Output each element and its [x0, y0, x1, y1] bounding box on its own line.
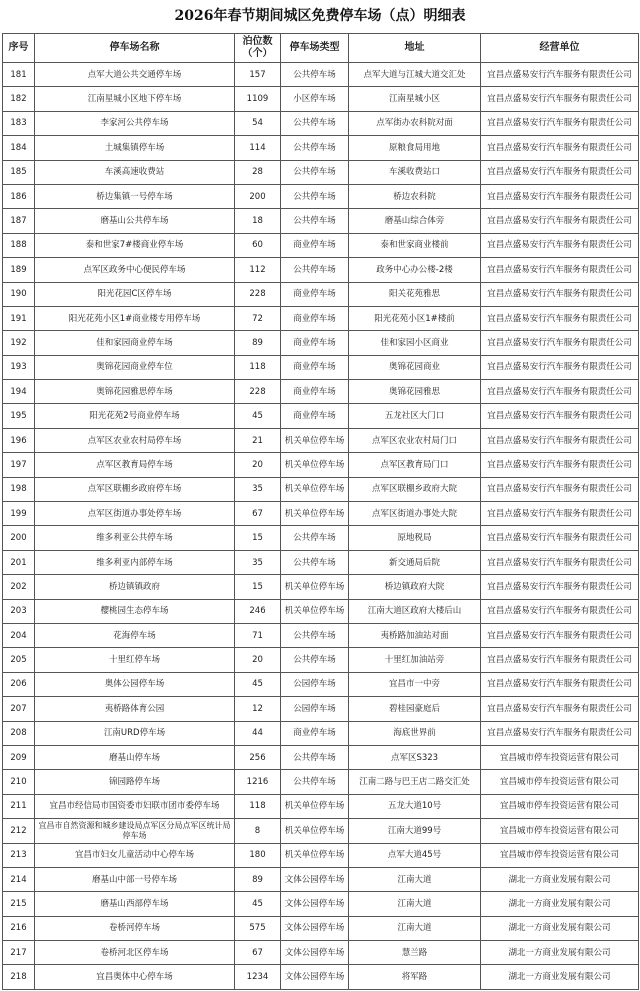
- cell-name: 桥边集镇一号停车场: [35, 184, 235, 208]
- cell-address: 江南大道: [349, 916, 481, 940]
- cell-name: 泰和世家7#楼商业停车场: [35, 233, 235, 257]
- cell-operator: 宜昌点盛易安行汽车服务有限责任公司: [481, 209, 639, 233]
- cell-type: 机关单位停车场: [281, 599, 349, 623]
- cell-index: 188: [3, 233, 35, 257]
- cell-type: 机关单位停车场: [281, 477, 349, 501]
- cell-type: 机关单位停车场: [281, 819, 349, 843]
- cell-spaces: 246: [235, 599, 281, 623]
- cell-index: 197: [3, 453, 35, 477]
- cell-type: 机关单位停车场: [281, 502, 349, 526]
- cell-name: 佳和家园商业停车场: [35, 331, 235, 355]
- cell-operator: 宜昌点盛易安行汽车服务有限责任公司: [481, 184, 639, 208]
- cell-index: 217: [3, 941, 35, 965]
- cell-address: 江南大道: [349, 867, 481, 891]
- table-row: [3, 526, 639, 550]
- cell-spaces: 35: [235, 550, 281, 574]
- table-header-row: [3, 34, 639, 63]
- cell-name: 点军区街道办事处停车场: [35, 502, 235, 526]
- cell-spaces: 118: [235, 794, 281, 818]
- table-row: [3, 721, 639, 745]
- cell-index: 212: [3, 819, 35, 843]
- cell-name: 磨基山停车场: [35, 745, 235, 769]
- table-row: [3, 258, 639, 282]
- cell-address: 点军区教育局门口: [349, 453, 481, 477]
- table-row: [3, 502, 639, 526]
- cell-index: 185: [3, 160, 35, 184]
- cell-spaces: 71: [235, 623, 281, 647]
- cell-type: 公共停车场: [281, 63, 349, 87]
- cell-name: 十里红停车场: [35, 648, 235, 672]
- cell-type: 公共停车场: [281, 209, 349, 233]
- cell-address: 泰和世家商业楼前: [349, 233, 481, 257]
- cell-address: 碧桂园豪庭后: [349, 697, 481, 721]
- cell-operator: 宜昌点盛易安行汽车服务有限责任公司: [481, 599, 639, 623]
- cell-address: 海底世界前: [349, 721, 481, 745]
- cell-address: 奥锦花园雅思: [349, 380, 481, 404]
- cell-name: 奥锦花园商业停车位: [35, 355, 235, 379]
- cell-address: 点军区S323: [349, 745, 481, 769]
- cell-index: 183: [3, 111, 35, 135]
- cell-name: 点军区教育局停车场: [35, 453, 235, 477]
- cell-spaces: 45: [235, 672, 281, 696]
- table-row: [3, 575, 639, 599]
- table-row: [3, 648, 639, 672]
- cell-address: 点军街办农科院对面: [349, 111, 481, 135]
- table-row: [3, 404, 639, 428]
- cell-type: 公共停车场: [281, 526, 349, 550]
- cell-type: 商业停车场: [281, 404, 349, 428]
- cell-name: 宜昌奥体中心停车场: [35, 965, 235, 989]
- table-row: [3, 306, 639, 330]
- header-address: 地址: [349, 34, 481, 63]
- cell-operator: 宜昌城市停车投资运营有限公司: [481, 745, 639, 769]
- table-row: [3, 477, 639, 501]
- cell-index: 210: [3, 770, 35, 794]
- cell-spaces: 21: [235, 428, 281, 452]
- cell-name: 磨基山西部停车场: [35, 892, 235, 916]
- cell-index: 216: [3, 916, 35, 940]
- cell-index: 198: [3, 477, 35, 501]
- cell-operator: 宜昌点盛易安行汽车服务有限责任公司: [481, 721, 639, 745]
- cell-spaces: 157: [235, 63, 281, 87]
- cell-type: 商业停车场: [281, 331, 349, 355]
- cell-index: 191: [3, 306, 35, 330]
- cell-type: 公共停车场: [281, 258, 349, 282]
- cell-address: 点军区联棚乡政府大院: [349, 477, 481, 501]
- cell-type: 文体公园停车场: [281, 941, 349, 965]
- cell-index: 190: [3, 282, 35, 306]
- cell-name: 夷桥路体育公园: [35, 697, 235, 721]
- cell-operator: 宜昌点盛易安行汽车服务有限责任公司: [481, 697, 639, 721]
- cell-type: 机关单位停车场: [281, 575, 349, 599]
- cell-address: 江南二路与巴王店二路交汇处: [349, 770, 481, 794]
- cell-spaces: 45: [235, 892, 281, 916]
- cell-index: 208: [3, 721, 35, 745]
- cell-type: 机关单位停车场: [281, 794, 349, 818]
- cell-address: 江南大道: [349, 892, 481, 916]
- cell-index: 201: [3, 550, 35, 574]
- cell-index: 213: [3, 843, 35, 867]
- cell-address: 五龙社区大门口: [349, 404, 481, 428]
- cell-name: 宜昌市自然资源和城乡建设局点军区分局点军区统计局停车场: [35, 819, 235, 843]
- cell-name: 车溪高速收费站: [35, 160, 235, 184]
- cell-index: 203: [3, 599, 35, 623]
- cell-name: 阳光花苑小区1#商业楼专用停车场: [35, 306, 235, 330]
- table-row: [3, 331, 639, 355]
- cell-name: 卷桥河北区停车场: [35, 941, 235, 965]
- cell-name: 花海停车场: [35, 623, 235, 647]
- cell-spaces: 1109: [235, 87, 281, 111]
- cell-spaces: 575: [235, 916, 281, 940]
- table-row: [3, 843, 639, 867]
- cell-index: 205: [3, 648, 35, 672]
- table-row: [3, 550, 639, 574]
- cell-type: 商业停车场: [281, 380, 349, 404]
- cell-index: 187: [3, 209, 35, 233]
- cell-spaces: 228: [235, 282, 281, 306]
- table-row: [3, 770, 639, 794]
- table-row: [3, 136, 639, 160]
- table-row: [3, 745, 639, 769]
- cell-name: 卷桥河停车场: [35, 916, 235, 940]
- cell-operator: 宜昌点盛易安行汽车服务有限责任公司: [481, 258, 639, 282]
- header-spaces: 泊位数（个）: [235, 34, 281, 63]
- cell-operator: 宜昌点盛易安行汽车服务有限责任公司: [481, 87, 639, 111]
- table-row: [3, 697, 639, 721]
- cell-spaces: 228: [235, 380, 281, 404]
- cell-index: 193: [3, 355, 35, 379]
- cell-type: 文体公园停车场: [281, 892, 349, 916]
- table-row: [3, 380, 639, 404]
- cell-operator: 宜昌城市停车投资运营有限公司: [481, 794, 639, 818]
- cell-operator: 宜昌点盛易安行汽车服务有限责任公司: [481, 282, 639, 306]
- cell-operator: 湖北一方商业发展有限公司: [481, 892, 639, 916]
- cell-address: 磨基山综合体旁: [349, 209, 481, 233]
- table-row: [3, 453, 639, 477]
- cell-address: 原地税局: [349, 526, 481, 550]
- table-row: [3, 892, 639, 916]
- cell-spaces: 67: [235, 941, 281, 965]
- cell-spaces: 89: [235, 867, 281, 891]
- cell-index: 181: [3, 63, 35, 87]
- cell-operator: 宜昌点盛易安行汽车服务有限责任公司: [481, 648, 639, 672]
- cell-operator: 宜昌点盛易安行汽车服务有限责任公司: [481, 63, 639, 87]
- cell-index: 204: [3, 623, 35, 647]
- cell-index: 186: [3, 184, 35, 208]
- cell-name: 维多利亚公共停车场: [35, 526, 235, 550]
- cell-operator: 宜昌点盛易安行汽车服务有限责任公司: [481, 453, 639, 477]
- cell-type: 文体公园停车场: [281, 965, 349, 989]
- cell-operator: 宜昌城市停车投资运营有限公司: [481, 843, 639, 867]
- cell-index: 218: [3, 965, 35, 989]
- cell-address: 将军路: [349, 965, 481, 989]
- cell-operator: 宜昌城市停车投资运营有限公司: [481, 819, 639, 843]
- cell-index: 206: [3, 672, 35, 696]
- parking-table: [2, 33, 639, 990]
- cell-type: 小区停车场: [281, 87, 349, 111]
- table-row: [3, 623, 639, 647]
- cell-index: 209: [3, 745, 35, 769]
- cell-name: 维多利亚内部停车场: [35, 550, 235, 574]
- cell-type: 公共停车场: [281, 184, 349, 208]
- cell-address: 江南星城小区: [349, 87, 481, 111]
- cell-operator: 宜昌点盛易安行汽车服务有限责任公司: [481, 306, 639, 330]
- cell-operator: 宜昌点盛易安行汽车服务有限责任公司: [481, 160, 639, 184]
- cell-spaces: 256: [235, 745, 281, 769]
- cell-address: 十里红加油站旁: [349, 648, 481, 672]
- cell-type: 公园停车场: [281, 672, 349, 696]
- cell-name: 点军大道公共交通停车场: [35, 63, 235, 87]
- cell-address: 奥锦花园商业: [349, 355, 481, 379]
- cell-type: 商业停车场: [281, 306, 349, 330]
- cell-operator: 宜昌点盛易安行汽车服务有限责任公司: [481, 526, 639, 550]
- cell-type: 公共停车场: [281, 770, 349, 794]
- cell-index: 211: [3, 794, 35, 818]
- table-row: [3, 867, 639, 891]
- cell-address: 江南大道99号: [349, 819, 481, 843]
- cell-index: 214: [3, 867, 35, 891]
- cell-operator: 宜昌点盛易安行汽车服务有限责任公司: [481, 136, 639, 160]
- cell-spaces: 1216: [235, 770, 281, 794]
- table-row: [3, 965, 639, 989]
- cell-operator: 宜昌点盛易安行汽车服务有限责任公司: [481, 575, 639, 599]
- cell-spaces: 1234: [235, 965, 281, 989]
- table-row: [3, 184, 639, 208]
- cell-address: 宜昌市一中旁: [349, 672, 481, 696]
- cell-name: 宜昌市妇女儿童活动中心停车场: [35, 843, 235, 867]
- table-row: [3, 941, 639, 965]
- cell-spaces: 118: [235, 355, 281, 379]
- cell-address: 江南大道区政府大楼后山: [349, 599, 481, 623]
- cell-operator: 宜昌城市停车投资运营有限公司: [481, 770, 639, 794]
- cell-name: 磨基山中部一号停车场: [35, 867, 235, 891]
- table-row: [3, 87, 639, 111]
- table-row: [3, 794, 639, 818]
- cell-spaces: 28: [235, 160, 281, 184]
- cell-type: 公共停车场: [281, 111, 349, 135]
- cell-address: 夷桥路加油站对面: [349, 623, 481, 647]
- cell-type: 机关单位停车场: [281, 453, 349, 477]
- cell-name: 阳光花苑2号商业停车场: [35, 404, 235, 428]
- cell-spaces: 60: [235, 233, 281, 257]
- cell-name: 李家河公共停车场: [35, 111, 235, 135]
- table-row: [3, 672, 639, 696]
- cell-index: 202: [3, 575, 35, 599]
- table-row: [3, 63, 639, 87]
- cell-type: 公共停车场: [281, 648, 349, 672]
- cell-name: 点军区联棚乡政府停车场: [35, 477, 235, 501]
- table-row: [3, 599, 639, 623]
- cell-index: 195: [3, 404, 35, 428]
- cell-index: 199: [3, 502, 35, 526]
- table-row: [3, 355, 639, 379]
- cell-operator: 湖北一方商业发展有限公司: [481, 867, 639, 891]
- cell-name: 宜昌市经信局市国资委市妇联市团市委停车场: [35, 794, 235, 818]
- cell-name: 奥体公园停车场: [35, 672, 235, 696]
- cell-spaces: 35: [235, 477, 281, 501]
- cell-spaces: 20: [235, 453, 281, 477]
- cell-address: 五龙大道10号: [349, 794, 481, 818]
- cell-address: 桥边农科院: [349, 184, 481, 208]
- cell-type: 商业停车场: [281, 233, 349, 257]
- cell-operator: 宜昌点盛易安行汽车服务有限责任公司: [481, 623, 639, 647]
- cell-index: 189: [3, 258, 35, 282]
- cell-address: 阳关花苑雅思: [349, 282, 481, 306]
- cell-address: 新交通局后院: [349, 550, 481, 574]
- header-name: 停车场名称: [35, 34, 235, 63]
- cell-operator: 宜昌点盛易安行汽车服务有限责任公司: [481, 233, 639, 257]
- cell-type: 机关单位停车场: [281, 428, 349, 452]
- cell-name: 点军区农业农村局停车场: [35, 428, 235, 452]
- cell-operator: 宜昌点盛易安行汽车服务有限责任公司: [481, 404, 639, 428]
- cell-operator: 宜昌点盛易安行汽车服务有限责任公司: [481, 428, 639, 452]
- cell-type: 文体公园停车场: [281, 867, 349, 891]
- cell-spaces: 89: [235, 331, 281, 355]
- cell-spaces: 72: [235, 306, 281, 330]
- table-row: [3, 819, 639, 843]
- cell-type: 公共停车场: [281, 550, 349, 574]
- table-row: [3, 209, 639, 233]
- cell-name: 阳光花园C区停车场: [35, 282, 235, 306]
- cell-address: 点军区街道办事处大院: [349, 502, 481, 526]
- cell-type: 文体公园停车场: [281, 916, 349, 940]
- cell-spaces: 180: [235, 843, 281, 867]
- cell-index: 200: [3, 526, 35, 550]
- cell-type: 公共停车场: [281, 745, 349, 769]
- cell-type: 公共停车场: [281, 623, 349, 647]
- cell-address: 点军区农业农村局门口: [349, 428, 481, 452]
- cell-name: 点军区政务中心便民停车场: [35, 258, 235, 282]
- cell-spaces: 114: [235, 136, 281, 160]
- page-title: 2026年春节期间城区免费停车场（点）明细表: [174, 8, 466, 24]
- cell-spaces: 18: [235, 209, 281, 233]
- cell-address: 点军大道45号: [349, 843, 481, 867]
- cell-type: 商业停车场: [281, 355, 349, 379]
- cell-type: 公共停车场: [281, 136, 349, 160]
- cell-spaces: 44: [235, 721, 281, 745]
- cell-index: 207: [3, 697, 35, 721]
- header-operator: 经营单位: [481, 34, 639, 63]
- table-row: [3, 111, 639, 135]
- cell-name: 桥边镇镇政府: [35, 575, 235, 599]
- table-row: [3, 916, 639, 940]
- cell-address: 政务中心办公楼-2楼: [349, 258, 481, 282]
- cell-spaces: 45: [235, 404, 281, 428]
- cell-spaces: 200: [235, 184, 281, 208]
- cell-name: 江南星城小区地下停车场: [35, 87, 235, 111]
- cell-spaces: 12: [235, 697, 281, 721]
- cell-type: 商业停车场: [281, 721, 349, 745]
- cell-operator: 宜昌点盛易安行汽车服务有限责任公司: [481, 111, 639, 135]
- header-type: 停车场类型: [281, 34, 349, 63]
- cell-spaces: 54: [235, 111, 281, 135]
- cell-address: 车溪收费站口: [349, 160, 481, 184]
- table-row: [3, 233, 639, 257]
- cell-address: 桥边镇政府大院: [349, 575, 481, 599]
- cell-index: 192: [3, 331, 35, 355]
- cell-index: 184: [3, 136, 35, 160]
- cell-spaces: 112: [235, 258, 281, 282]
- cell-index: 215: [3, 892, 35, 916]
- cell-name: 土城集镇停车场: [35, 136, 235, 160]
- cell-address: 阳光花苑小区1#楼前: [349, 306, 481, 330]
- cell-operator: 湖北一方商业发展有限公司: [481, 965, 639, 989]
- cell-operator: 宜昌点盛易安行汽车服务有限责任公司: [481, 331, 639, 355]
- cell-operator: 宜昌点盛易安行汽车服务有限责任公司: [481, 355, 639, 379]
- cell-name: 樱桃园生态停车场: [35, 599, 235, 623]
- cell-type: 机关单位停车场: [281, 843, 349, 867]
- cell-operator: 宜昌点盛易安行汽车服务有限责任公司: [481, 672, 639, 696]
- cell-name: 江南URD停车场: [35, 721, 235, 745]
- cell-operator: 湖北一方商业发展有限公司: [481, 916, 639, 940]
- cell-operator: 湖北一方商业发展有限公司: [481, 941, 639, 965]
- cell-spaces: 8: [235, 819, 281, 843]
- cell-spaces: 15: [235, 526, 281, 550]
- cell-name: 奥锦花园雅思停车场: [35, 380, 235, 404]
- cell-index: 194: [3, 380, 35, 404]
- cell-type: 商业停车场: [281, 282, 349, 306]
- cell-spaces: 20: [235, 648, 281, 672]
- header-index: 序号: [3, 34, 35, 63]
- cell-address: 佳和家园小区商业: [349, 331, 481, 355]
- cell-index: 182: [3, 87, 35, 111]
- cell-name: 磨基山公共停车场: [35, 209, 235, 233]
- cell-type: 公共停车场: [281, 160, 349, 184]
- table-row: [3, 428, 639, 452]
- cell-operator: 宜昌点盛易安行汽车服务有限责任公司: [481, 502, 639, 526]
- cell-address: 慧兰路: [349, 941, 481, 965]
- cell-name: 锦园路停车场: [35, 770, 235, 794]
- cell-spaces: 15: [235, 575, 281, 599]
- cell-spaces: 67: [235, 502, 281, 526]
- cell-type: 公园停车场: [281, 697, 349, 721]
- cell-operator: 宜昌点盛易安行汽车服务有限责任公司: [481, 477, 639, 501]
- cell-operator: 宜昌点盛易安行汽车服务有限责任公司: [481, 550, 639, 574]
- cell-operator: 宜昌点盛易安行汽车服务有限责任公司: [481, 380, 639, 404]
- table-row: [3, 282, 639, 306]
- cell-address: 点军大道与江城大道交汇处: [349, 63, 481, 87]
- table-row: [3, 160, 639, 184]
- cell-index: 196: [3, 428, 35, 452]
- cell-address: 原粮食局用地: [349, 136, 481, 160]
